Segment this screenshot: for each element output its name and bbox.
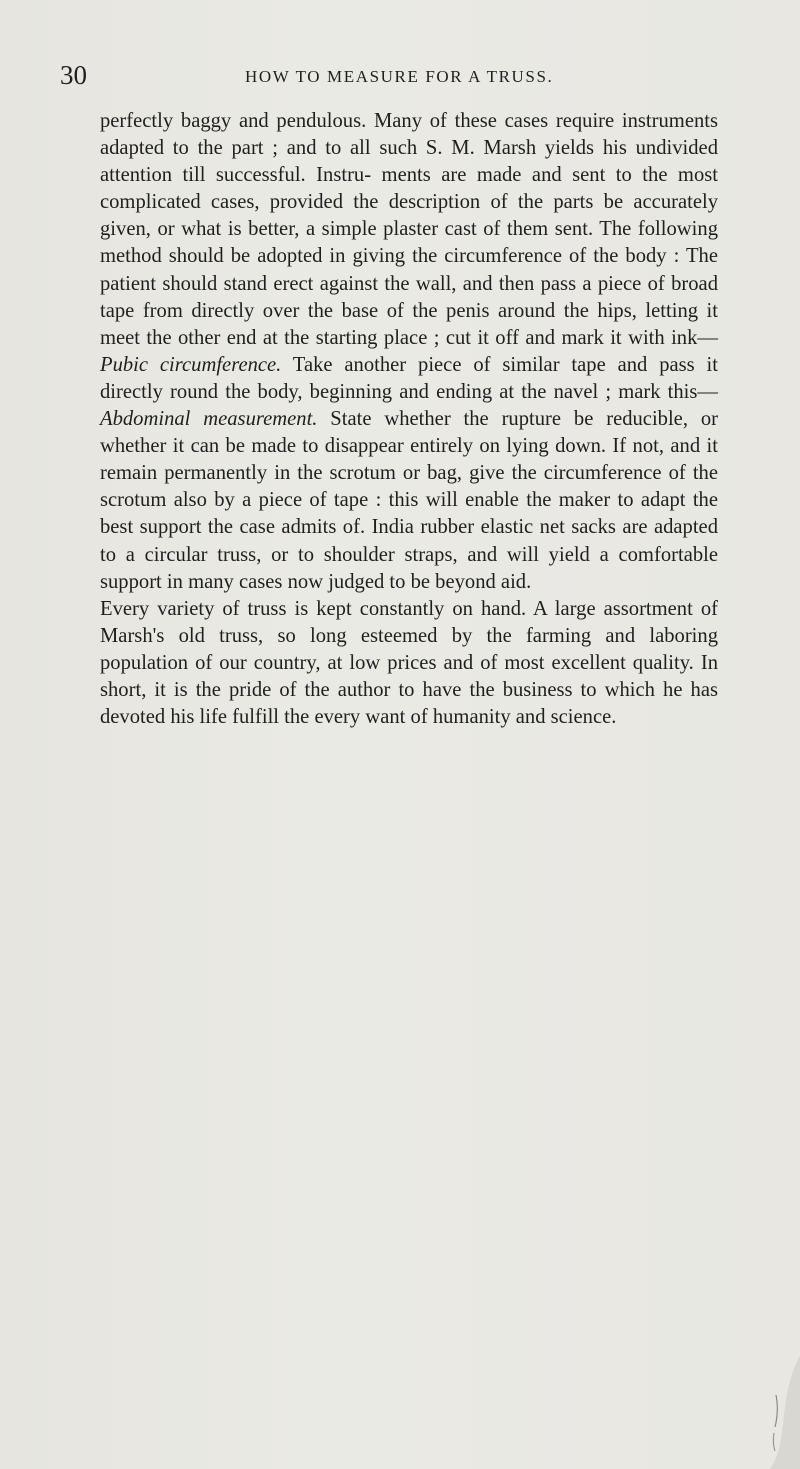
- page-number: 30: [60, 60, 87, 90]
- paragraph-2: Every variety of truss is kept constantly on hand. A large assortment of Marsh's old truss, so long esteemed by the farming and laboring population of our country, at low prices and of most excellent quality. In short, it is the pride of the author to have the business to which he has devoted his life fulfill the every want of humanity and science.: [100, 597, 718, 729]
- running-title: HOW TO MEASURE FOR A TRUSS.: [245, 67, 554, 86]
- paragraph-1-part-a: perfectly baggy and pendulous. Many of these cases require instruments adapted to the part ; and to all such S. M. Marsh yields his undivided attention till successful. Instru- ments are made and sent to the most complicated cases, provided the description of the parts be accurately given, or what is better, a simple plaster cast of them sent. The following method should be adopted in giving the circumference of the body : The patient should stand erect against the wall, and then pass a piece of broad tape from directly over the base of the penis around the hips, letting it meet the other end at the starting place ; cut it off and mark it with ink—: [100, 110, 718, 349]
- body-text: [100, 108, 718, 731]
- abdominal-measurement-term: Abdominal measurement.: [100, 408, 318, 431]
- running-head: [60, 60, 740, 94]
- paragraph-1-part-b: Take another piece of similar tape and pass it directly round the body, beginning and ending at the navel ; mark this—: [100, 353, 718, 403]
- pubic-circumference-term: Pubic circumference.: [100, 353, 282, 376]
- page-edge-smudge: [760, 1355, 800, 1469]
- paragraph-1: [100, 108, 718, 596]
- paragraph-1-part-c: State whether the rupture be reducible, or whether it can be made to disappear entirely on lying down. If not, and it remain permanently in the scrotum or bag, give the circumference of the scrotum also by a piece of tape : this will enable the maker to adapt the best support the case admits of. India rubber elastic net sacks are adapted to a circular truss, or to shoulder straps, and will yield a comfortable support in many cases now judged to be beyond aid.: [100, 408, 718, 593]
